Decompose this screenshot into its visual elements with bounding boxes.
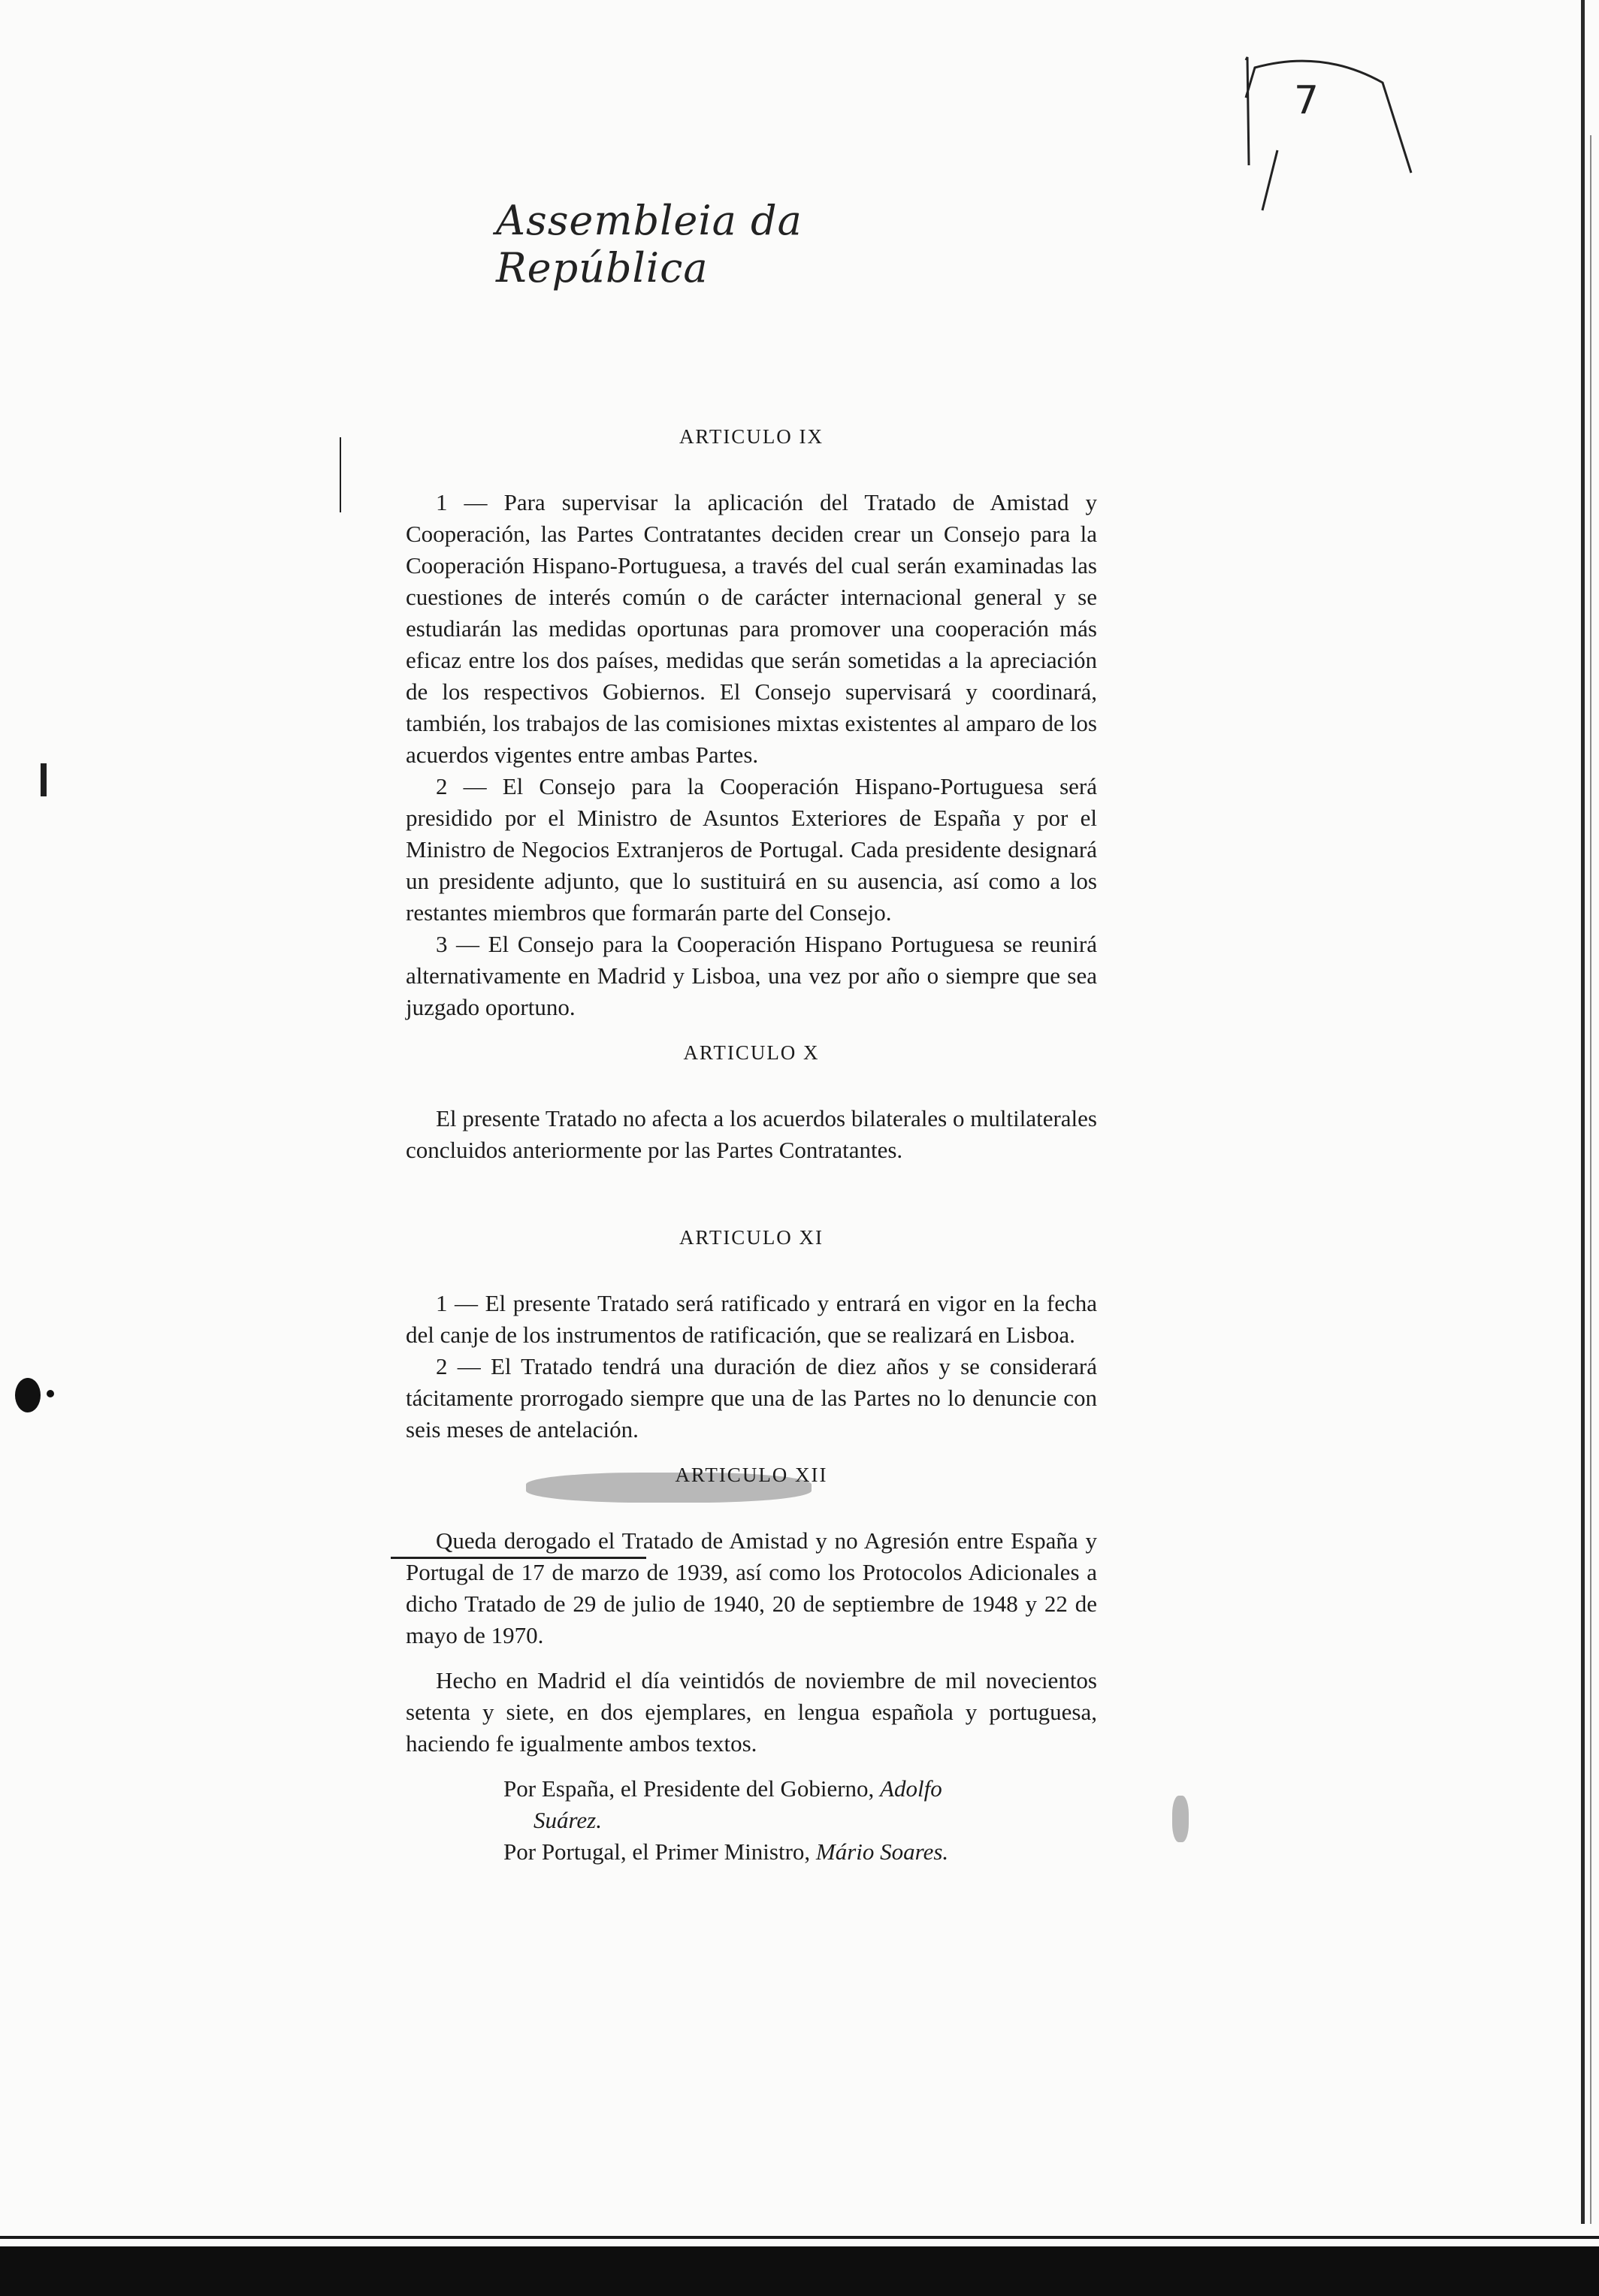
article-heading: ARTICULO XII [675, 1464, 828, 1486]
signature-spain-name: Adolfo [880, 1775, 942, 1802]
treaty-text [406, 421, 1097, 1868]
scan-bottom-line [0, 2236, 1599, 2239]
paragraph: 2 — El Tratado tendrá una duración de diez años y se considerará tácitamente prorrogado siempre que una de las Partes no lo denuncie con seis meses de antelación. [406, 1353, 1097, 1443]
paragraph: Queda derogado el Tratado de Amistad y no Agresión entre España y Portugal de 17 de marzo de 1939, así como los Protocolos Adicionales a dicho Tratado de 29 de julio de 1940, 20 de septiembre de 1948 y 22 de mayo de 1970. [406, 1527, 1097, 1648]
paragraph: 1 — El presente Tratado será ratificado y entrará en vigor en la fecha del canje de los instrumentos de ratificación, que se realizará en Lisboa. [406, 1290, 1097, 1348]
signature-portugal [406, 1836, 1097, 1868]
page-number: 7 [1294, 78, 1319, 123]
letterhead-title: Assembleia da República [496, 197, 803, 292]
margin-tick [340, 437, 341, 512]
signature-portugal-prefix: Por Portugal, el Primer Ministro, [503, 1838, 811, 1865]
signature-spain [406, 1773, 1097, 1805]
ink-smudge-2 [1172, 1796, 1189, 1842]
scan-bottom-bar [0, 2246, 1599, 2296]
margin-mark [41, 763, 47, 796]
paragraph: 3 — El Consejo para la Cooperación Hispano Portuguesa se reunirá alternativamente en Madrid y Lisboa, una vez por año o siempre que sea juzgado oportuno. [406, 931, 1097, 1020]
signature-portugal-name: Mário Soares. [815, 1838, 949, 1865]
paragraph: 1 — Para supervisar la aplicación del Tratado de Amistad y Cooperación, las Partes Contratantes deciden crear un Consejo para la Cooperación Hispano-Portuguesa, a través del cual serán examinadas las cuestiones de interés común o de carácter internacional general y se estudiarán las medidas oportunas para promover una cooperación más eficaz entre los dos países, medidas que serán sometidas a la apreciación de los respectivos Gobiernos. El Consejo supervisará y coordinará, también, los trabajos de las comisiones mixtas existentes al amparo de los acuerdos vigentes entre ambas Partes. [406, 489, 1097, 768]
signature-spain-surname: Suárez. [534, 1807, 602, 1833]
paragraph: 2 — El Consejo para la Cooperación Hispano-Portuguesa será presidido por el Ministro de Asuntos Exteriores de España y por el Ministro de Negocios Extranjeros de Portugal. Cada presidente designará un presidente adjunto, que lo sustituirá en su ausencia, así como a los restantes miembros que formarán parte del Consejo. [406, 773, 1097, 926]
article-heading: ARTICULO X [683, 1041, 820, 1064]
page-edge-shadow [1590, 135, 1591, 2224]
paragraph: Hecho en Madrid el día veintidós de noviembre de mil novecientos setenta y siete, en dos ejemplares, en lengua española y portuguesa, haciendo fe igualmente ambos textos. [406, 1667, 1097, 1757]
article-heading: ARTICULO XI [679, 1226, 824, 1249]
margin-dot [47, 1390, 54, 1397]
paragraph: El presente Tratado no afecta a los acuerdos bilaterales o multilaterales concluidos anteriormente por las Partes Contratantes. [406, 1105, 1097, 1163]
article-heading: ARTICULO IX [679, 425, 824, 448]
margin-blot [15, 1378, 41, 1412]
signature-spain-prefix: Por España, el Presidente del Gobierno, [503, 1775, 875, 1802]
page-number-bracket [1232, 53, 1413, 225]
page-edge-line [1581, 0, 1585, 2224]
